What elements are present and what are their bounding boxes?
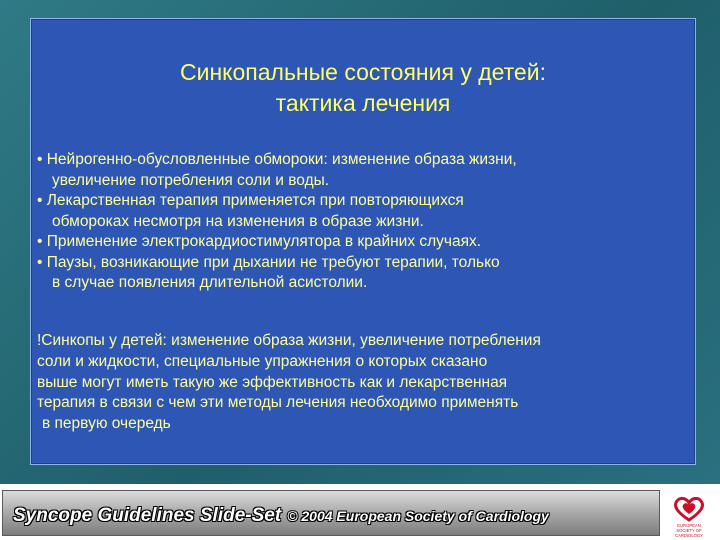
bullet-text-continuation: обмороках несмотря на изменения в образе жизни.: [52, 212, 424, 230]
bullet-item: [37, 191, 687, 232]
note-line: терапия в связи с чем эти методы лечения необходимо применять: [37, 394, 519, 412]
footer-copyright: © 2004 European Society of Cardiology: [287, 508, 549, 524]
bullet-item: [37, 253, 687, 294]
bullet-text-continuation: в случае появления длительной асистолии.: [52, 274, 368, 291]
svg-text:CARDIOLOGY: CARDIOLOGY: [675, 533, 703, 538]
slide-title: [31, 57, 695, 119]
svg-text:EUROPEAN: EUROPEAN: [677, 523, 701, 528]
note-paragraph: [37, 331, 692, 435]
slide-title-line-1: Синкопальные состояния у детей:: [180, 59, 546, 85]
bullet-text: • Лекарственная терапия применяется при повторяющихся: [37, 192, 464, 209]
footer-title: Syncope Guidelines Slide-Set: [13, 505, 282, 526]
bullet-item: [37, 232, 687, 253]
note-line: соли и жидкости, специальные упражнения о которых сказано: [37, 352, 488, 370]
bullet-text-continuation: увеличение потребления соли и воды.: [52, 171, 330, 189]
note-line: выше могут иметь такую же эффективность как и лекарственная: [37, 373, 508, 391]
slide-title-line-2: тактика лечения: [275, 90, 451, 116]
bullet-text: • Нейрогенно-обусловленные обмороки: изменение образа жизни,: [37, 151, 517, 168]
bullet-item: [37, 150, 687, 191]
svg-text:SOCIETY OF: SOCIETY OF: [676, 528, 702, 533]
note-line: !Синкопы у детей: изменение образа жизни, увеличение потребления: [37, 332, 541, 349]
footer-caption: [13, 505, 549, 527]
bullet-text: • Паузы, возникающие при дыхании не требуют терапии, только: [37, 253, 500, 271]
bullet-list: [37, 150, 687, 294]
bullet-text: • Применение электрокардиостимулятора в крайних случаях.: [37, 233, 482, 250]
slide-panel: [30, 18, 696, 465]
footer-bar: [2, 490, 660, 536]
footer: [0, 484, 720, 540]
note-line: в первую очередь: [42, 415, 171, 433]
esc-heart-logo-icon: [663, 490, 715, 538]
